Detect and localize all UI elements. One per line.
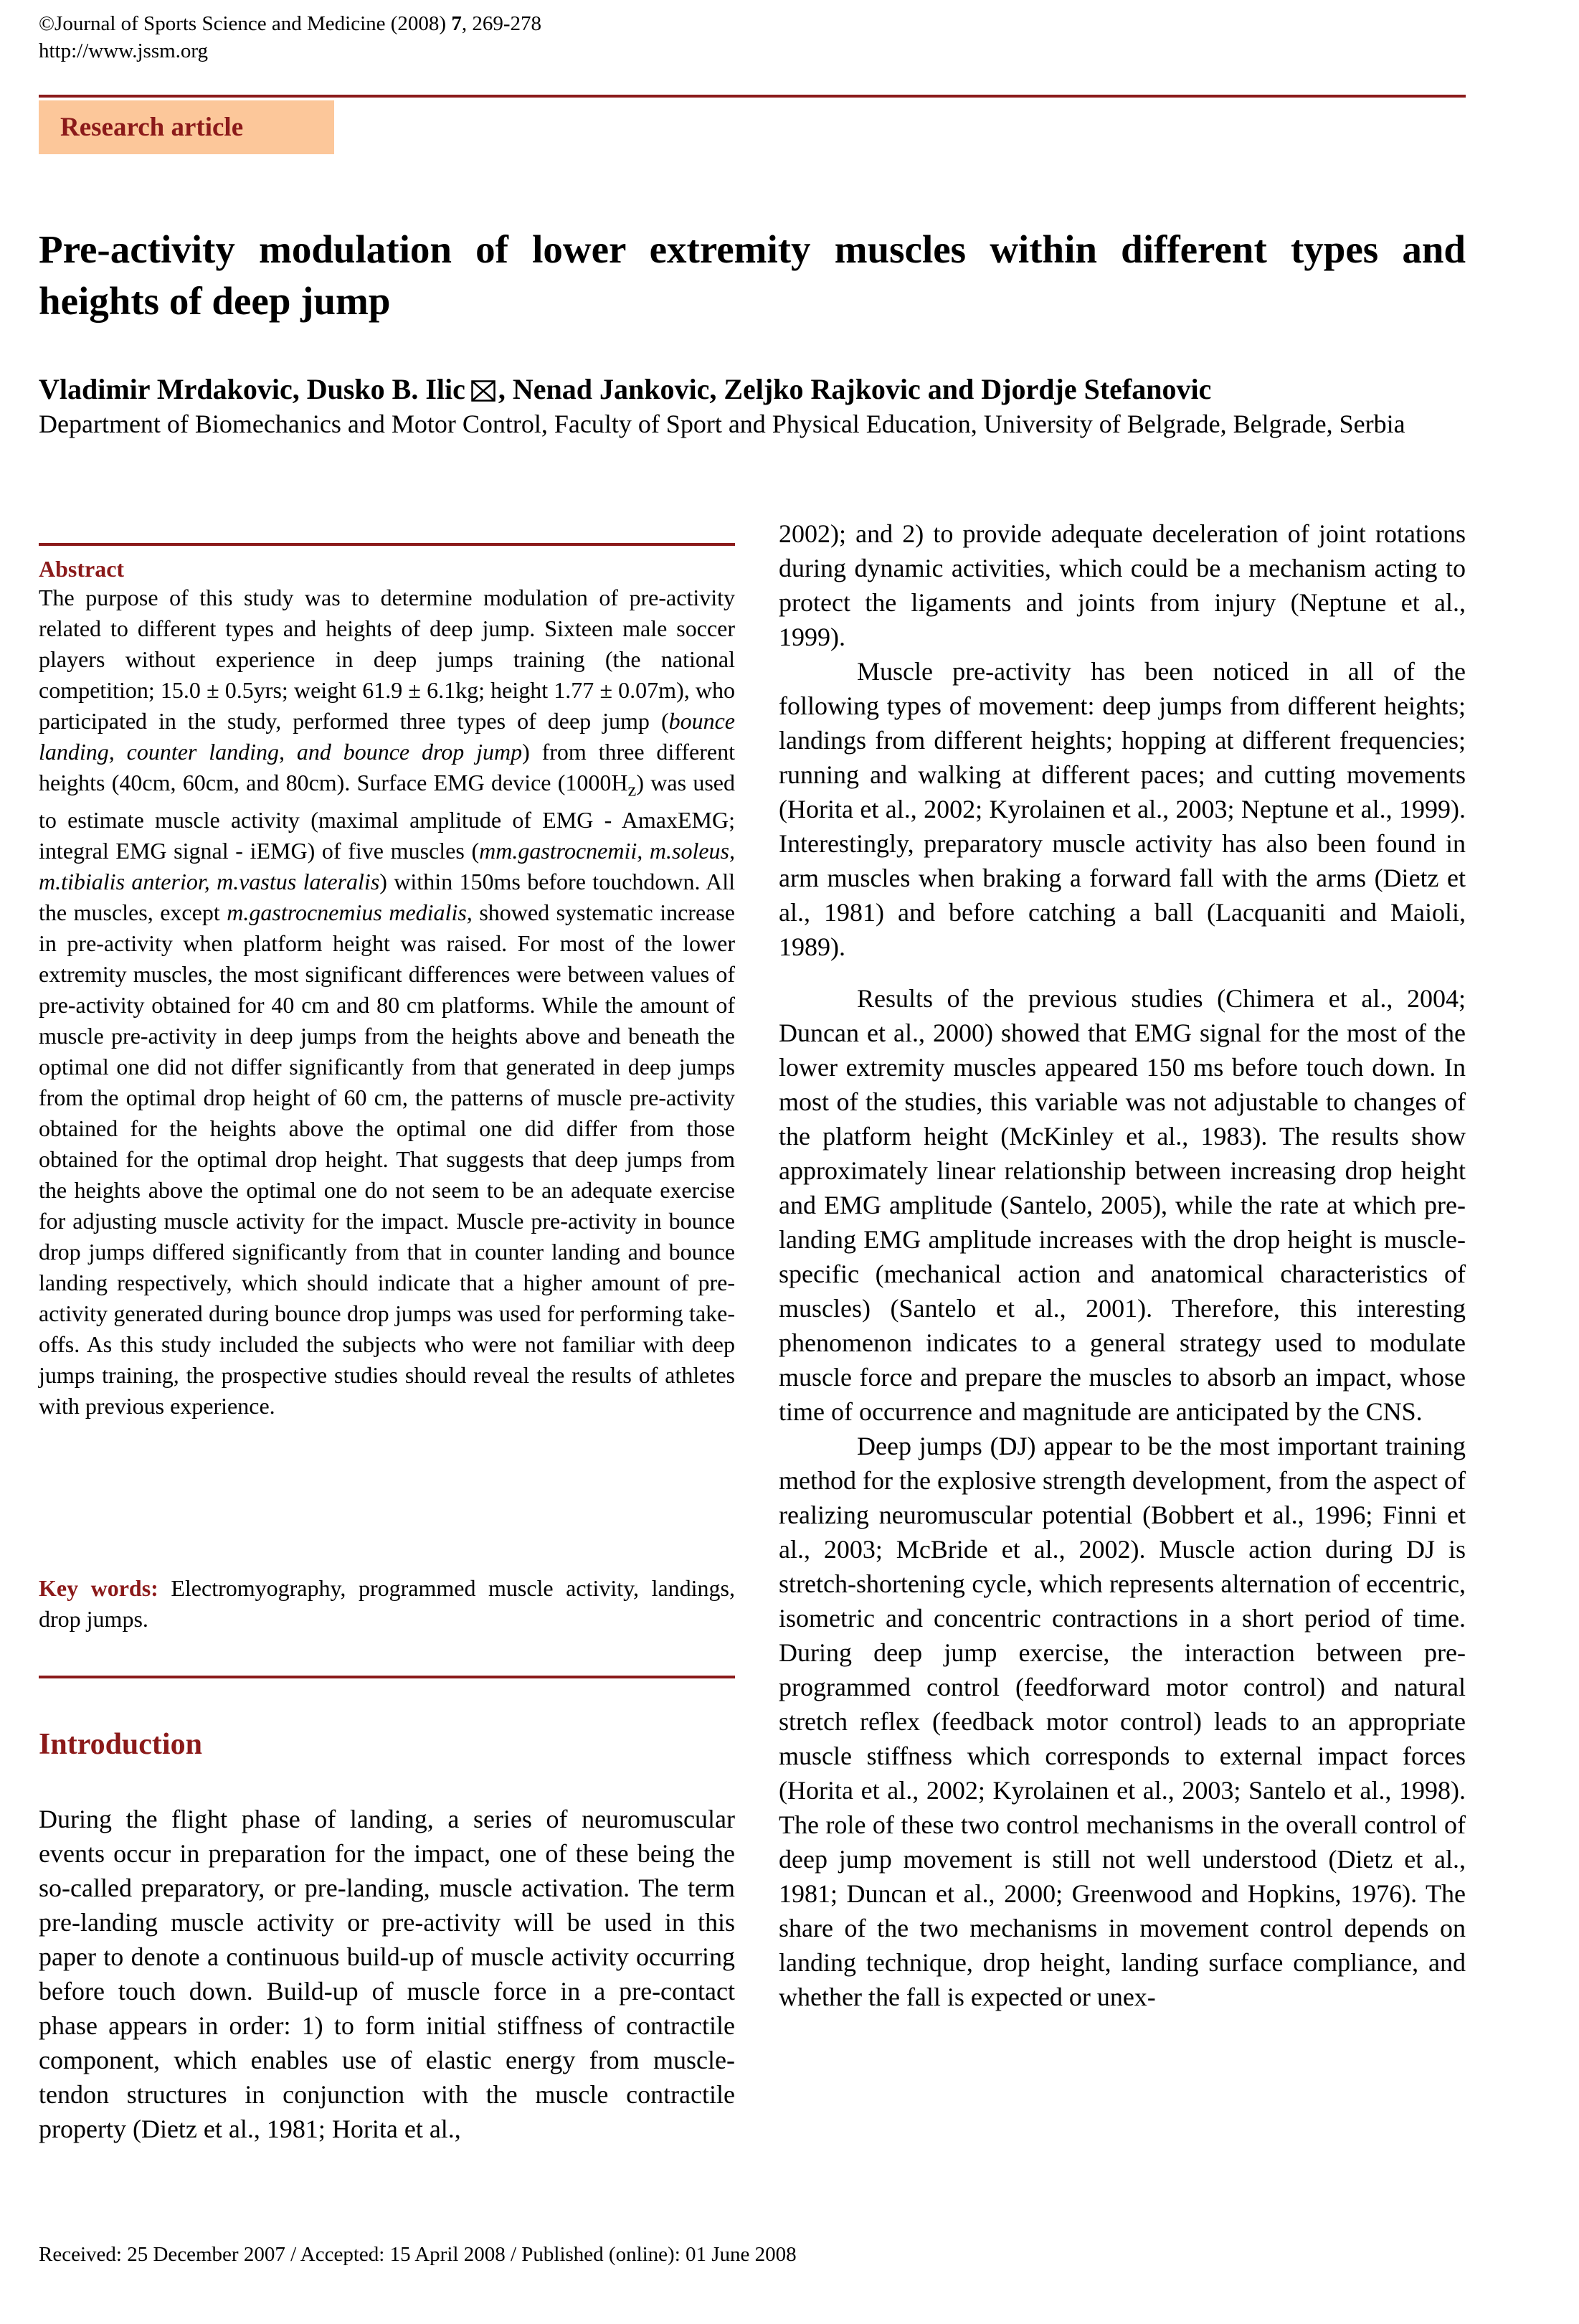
publication-dates: Received: 25 December 2007 / Accepted: 15 April 2008 / Published (online): 01 June 2008 (39, 2243, 797, 2266)
journal-citation (39, 10, 541, 37)
abstract-text-italic: bounce landing, counter landing, and bounce drop jump (39, 708, 735, 765)
abstract-text-italic: m.gastrocnemius medialis, (227, 899, 473, 926)
abstract-text-part: ) was used to estimate muscle activity (maximal amplitude of EMG - AmaxEMG; integral EMG signal - iEMG) of five muscles ( (39, 770, 736, 864)
authors-first: Vladimir Mrdakovic, Dusko B. Ilic (39, 373, 465, 405)
abstract-bottom-divider (39, 1676, 735, 1678)
journal-pages: , 269-278 (461, 12, 541, 35)
journal-url[interactable]: http://www.jssm.org (39, 39, 209, 62)
abstract-text-part: ) within 150ms before touchdown. All the muscles, except (39, 869, 736, 926)
introduction-text: During the flight phase of landing, a series of neuromuscular events occur in preparation for the impact, one of these being the so-called preparatory, or pre-landing, muscle activation. The term pre-landing muscle activity or pre-activity will be used in this paper to denote a continuous build-up of muscle activity occurring before touch down. Build-up of muscle force in a pre-contact phase appears in order: 1) to form initial stiffness of contractile component, which enables use of elastic energy from muscle-tendon structures in conjunction with the muscle contractile property (Dietz et al., 1981; Horita et al., (39, 1805, 735, 2143)
abstract-text-part: ) from three different heights (40cm, 60cm, and 80cm). Surface EMG device (1000H (39, 739, 736, 795)
abstract-text-italic: mm.gastrocnemii, m.soleus, m.tibialis anterior, m.vastus lateralis (39, 838, 736, 895)
abstract-text-subscript: z (627, 778, 637, 800)
top-divider (39, 95, 1466, 98)
abstract-text (39, 582, 735, 1422)
envelope-icon[interactable] (471, 374, 495, 411)
abstract-text-part: showed systematic increase in pre-activity when platform height was raised. For most of the lower extremity muscles, the most significant differences were between values of pre-activity obtained for 40 cm and 80 cm platforms. While the amount of muscle pre-activity in deep jumps from the heights above and beneath the optimal one did not differ significantly from that generated in deep jumps from the optimal drop height of 60 cm, the patterns of muscle pre-activity obtained for the heights above the optimal one did differ from those obtained for the optimal drop height. That suggests that deep jumps from the heights above the optimal one do not seem to be an adequate exercise for adjusting muscle activity for the impact. Muscle pre-activity in bounce drop jumps differed significantly from that in counter landing and bounce landing respectively, which should indicate that a higher amount of pre-activity generated during bounce drop jumps was used for performing take-offs. As this study included the subjects who were not familiar with deep jumps training, the prospective studies should reveal the results of athletes with previous experience. (39, 899, 736, 1420)
affiliation: Department of Biomechanics and Motor Control, Faculty of Sport and Physical Education, University of Belgrade, Belgrade, Serbia (39, 410, 1405, 438)
paragraph: 2002); and 2) to provide adequate deceleration of joint rotations during dynamic activities, which could be a mechanism acting to protect the ligaments and joints from injury (Neptune et al., 1999). (779, 519, 1466, 651)
journal-citation-prefix: ©Journal of Sports Science and Medicine (2008) (39, 12, 452, 35)
keywords (39, 1573, 735, 1635)
authors-rest: , Nenad Jankovic, Zeljko Rajkovic and Djordje Stefanovic (498, 373, 1212, 405)
paragraph: Deep jumps (DJ) appear to be the most important training method for the explosive strength development, from the aspect of realizing neuromuscular potential (Bobbert et al., 1996; Finni et al., 2003; McBride et al., 2002). Muscle action during DJ is stretch-shortening cycle, which represents alternation of eccentric, isometric and concentric contractions in a short period of time. During deep jump exercise, the interaction between pre-programmed control (feedforward motor control) and natural stretch reflex (feedback motor control) leads to an appropriate muscle stiffness which corresponds to external impact forces (Horita et al., 2002; Kyrolainen et al., 2003; Santelo et al., 1998). The role of these two control mechanisms in the overall control of deep jump movement is still not well understood (Dietz et al., 1981; Duncan et al., 2000; Greenwood and Hopkins, 1976). The share of the two mechanisms in movement control depends on landing technique, drop height, landing surface compliance, and whether the fall is expected or unex- (779, 1432, 1466, 2011)
keywords-label: Key words: (39, 1575, 158, 1601)
article-type-badge: Research article (39, 100, 334, 154)
paragraph: Muscle pre-activity has been noticed in all of the following types of movement: deep jumps from different heights; landings from different heights; hopping at different frequencies; running and walking at different paces; and cutting movements (Horita et al., 2002; Kyrolainen et al., 2003; Neptune et al., 1999). Interestingly, preparatory muscle activity has also been found in arm muscles when braking a forward fall with the arms (Dietz et al., 1981) and before catching a ball (Lacquaniti and Maioli, 1989). (779, 657, 1466, 961)
author-list (39, 371, 1466, 411)
article-title: Pre-activity modulation of lower extremity muscles within different types and heights of deep jump (39, 227, 1466, 323)
abstract-heading: Abstract (39, 556, 125, 582)
paragraph: Results of the previous studies (Chimera et al., 2004; Duncan et al., 2000) showed that EMG signal for the most of the lower extremity muscles appeared 150 ms before touch down. In most of the studies, this variable was not adjustable to changes of the platform height (McKinley et al., 1983). The results show approximately linear relationship between increasing drop height and EMG amplitude (Santelo, 2005), while the rate at which pre-landing EMG amplitude increases with the drop height is muscle-specific (mechanical action and anatomical characteristics of muscles) (Santelo et al., 2001). Therefore, this interesting phenomenon indicates to a general strategy used to modulate muscle force and prepare the muscles to absorb an impact, whose time of occurrence and magnitude are anticipated by the CNS. (779, 984, 1466, 1426)
abstract-text-part: The purpose of this study was to determine modulation of pre-activity related to different types and heights of deep jump. Sixteen male soccer players without experience in deep jumps training (the national competition; 15.0 ± 0.5yrs; weight 61.9 ± 6.1kg; height 1.77 ± 0.07m), who participated in the study, performed three types of deep jump ( (39, 585, 735, 734)
journal-volume: 7 (451, 12, 462, 35)
introduction-heading: Introduction (39, 1728, 202, 1761)
keywords-text: Electromyography, programmed muscle activity, landings, drop jumps. (39, 1575, 736, 1632)
abstract-top-divider (39, 543, 735, 546)
journal-header (39, 10, 541, 65)
right-column (779, 516, 1466, 2014)
